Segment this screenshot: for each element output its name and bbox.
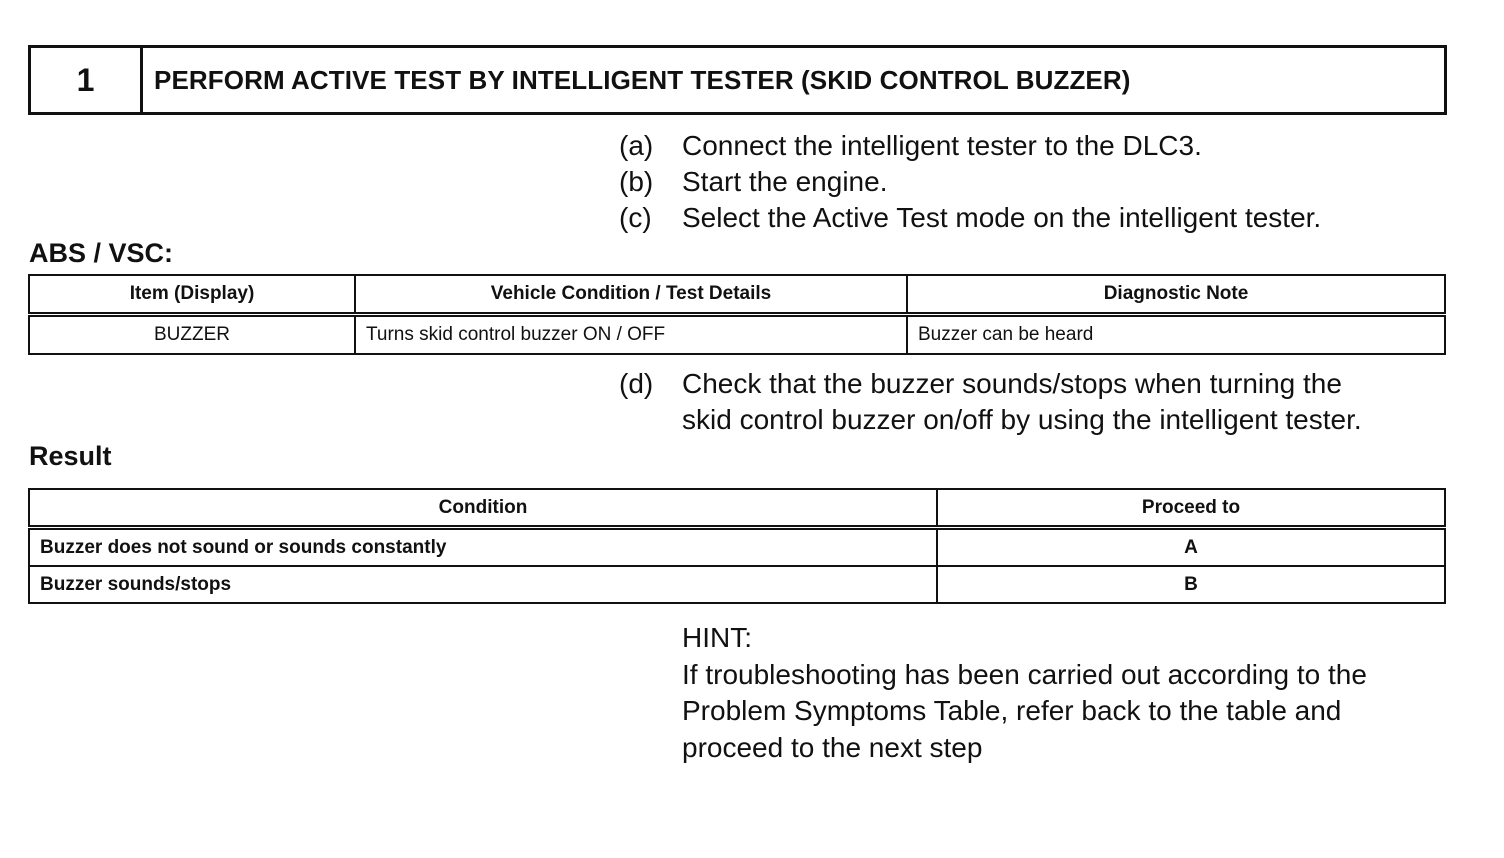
result-table	[28, 488, 1446, 604]
step-a-text: Connect the intelligent tester to the DLC3.	[682, 130, 1202, 161]
abs-vsc-table	[28, 274, 1446, 355]
step-a	[619, 128, 1321, 164]
table-row	[29, 566, 1445, 603]
step-d-text-2: skid control buzzer on/off by using the intelligent tester.	[682, 404, 1362, 435]
step-d-text-1: Check that the buzzer sounds/stops when turning the	[682, 368, 1342, 399]
step-b-label: (b)	[619, 166, 654, 197]
table-row	[29, 315, 1445, 355]
table-cell: Buzzer does not sound or sounds constantly	[29, 528, 937, 567]
table-cell: Buzzer sounds/stops	[29, 566, 937, 603]
abs-vsc-heading: ABS / VSC:	[29, 238, 174, 268]
step-title: PERFORM ACTIVE TEST BY INTELLIGENT TESTER (SKID CONTROL BUZZER)	[154, 64, 1131, 95]
column-header: Vehicle Condition / Test Details	[355, 275, 907, 315]
step-b-text: Start the engine.	[682, 166, 888, 197]
step-c	[619, 200, 1321, 236]
column-header: Item (Display)	[29, 275, 355, 315]
hint-label: HINT:	[682, 622, 752, 653]
table-cell: B	[937, 566, 1445, 603]
step-b	[619, 164, 1321, 200]
step-d-label: (d)	[619, 368, 654, 399]
table-cell: BUZZER	[29, 315, 355, 355]
table-cell: Buzzer can be heard	[907, 315, 1445, 355]
table-header-row	[29, 275, 1445, 315]
hint-line: Problem Symptoms Table, refer back to the table and	[682, 695, 1342, 726]
column-header: Condition	[29, 489, 937, 528]
step-number: 1	[31, 48, 143, 112]
table-cell: Turns skid control buzzer ON / OFF	[355, 315, 907, 355]
table-row	[29, 528, 1445, 567]
column-header: Diagnostic Note	[907, 275, 1445, 315]
step-header	[28, 45, 1447, 115]
hint-line: proceed to the next step	[682, 731, 983, 763]
result-heading: Result	[29, 441, 112, 471]
procedure-steps-top	[619, 128, 1321, 236]
step-a-label: (a)	[619, 130, 654, 161]
column-header: Proceed to	[937, 489, 1445, 528]
step-c-label: (c)	[619, 202, 652, 233]
step-d-line-2	[619, 402, 1362, 438]
step-d-line-1	[619, 366, 1362, 402]
table-header-row	[29, 489, 1445, 528]
hint-block	[682, 620, 1472, 766]
hint-line: If troubleshooting has been carried out according to the	[682, 658, 1367, 690]
table-cell: A	[937, 528, 1445, 567]
step-c-text: Select the Active Test mode on the intelligent tester.	[682, 202, 1322, 233]
procedure-step-d	[619, 366, 1362, 438]
